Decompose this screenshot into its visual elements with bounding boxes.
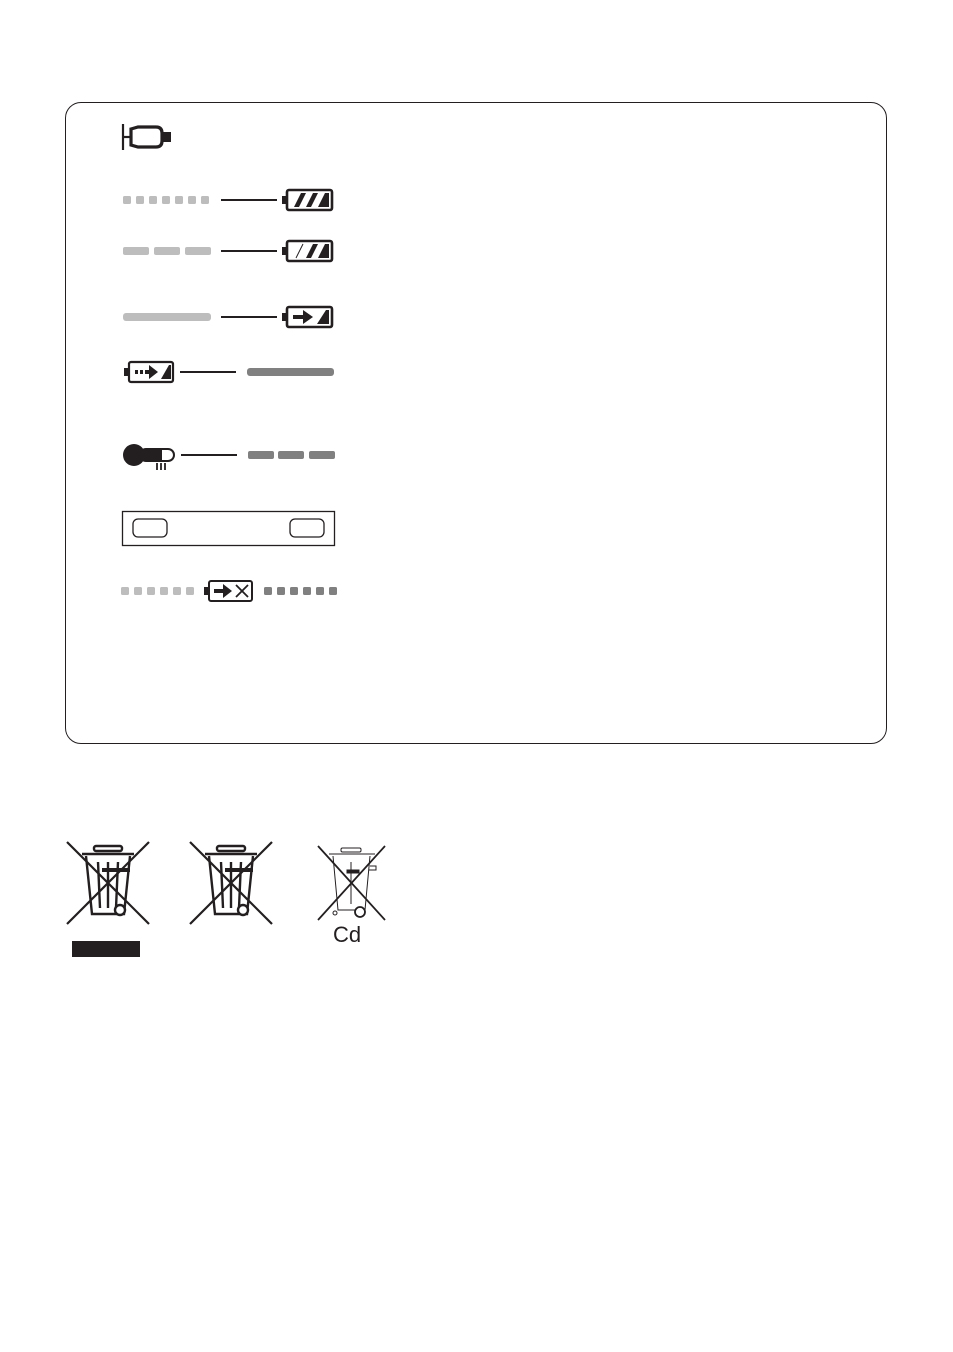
row-led-steady [120, 303, 338, 331]
battery-full-arrow-icon [124, 362, 173, 382]
row-temperature [120, 440, 338, 474]
battery-charge-arrow-icon [282, 307, 332, 327]
battery-error-icon [204, 581, 252, 601]
crossed-bin-cd-icon [313, 840, 391, 924]
led-dotted-light [121, 587, 194, 595]
cadmium-label: Cd [333, 922, 362, 947]
crossed-bin-icon [62, 838, 154, 962]
led-dashed-dark [248, 451, 335, 459]
black-bar [72, 941, 140, 957]
left-button-outline [133, 519, 167, 537]
battery-charging-icon [282, 190, 332, 210]
row-battery-full [120, 358, 338, 386]
led-dashed-light [123, 247, 211, 255]
led-dotted-dark [264, 587, 337, 595]
right-button-outline [290, 519, 324, 537]
power-plug-icon [120, 122, 176, 152]
battery-charging-icon [282, 241, 332, 261]
button-pair-box [121, 510, 338, 549]
thermometer-icon [123, 444, 174, 470]
led-solid-light [123, 313, 211, 321]
led-dotted-light [123, 196, 209, 204]
led-solid-dark [247, 368, 334, 376]
crossed-bin-icon [185, 838, 277, 930]
row-battery-error [118, 577, 340, 605]
row-led-blink-fast [120, 186, 338, 214]
row-led-blink-slow [120, 237, 338, 265]
